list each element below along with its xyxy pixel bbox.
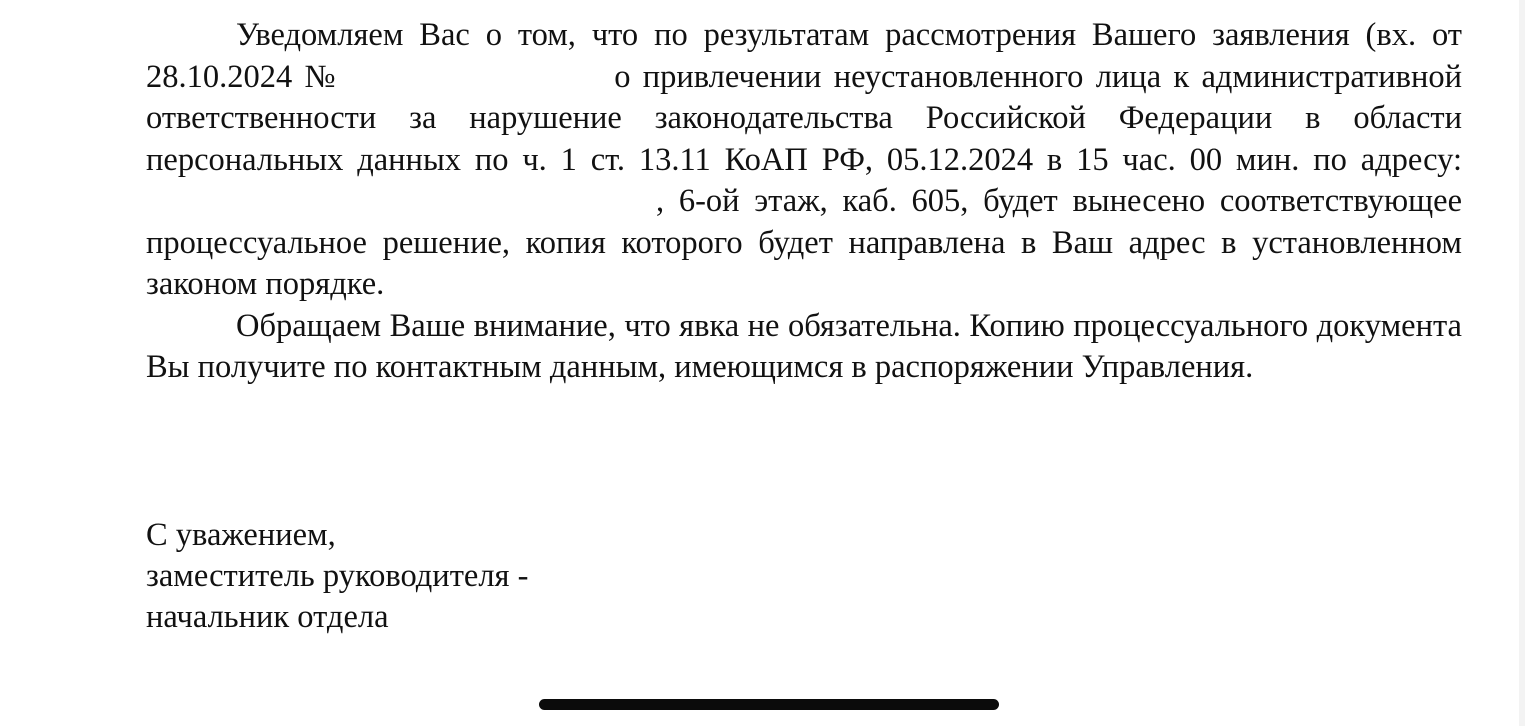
paragraph-notification-part1: Уведомляем Вас о том, что по результатам рассмотрения Вашего заявления (вх. от 28.10.2024 № [146,17,1462,95]
paragraph-attention: Обращаем Ваше внимание, что явка не обязательна. Копию процессуального документа Вы получите по контактным данным, имеющимся в распоряжении Управления. [146,307,1462,385]
redacted-address [146,186,656,216]
signature-position-line1: заместитель руководителя - [146,558,529,594]
signature-block [146,515,528,638]
redacted-registration-number [352,62,602,92]
signature-position-line2: начальник отдела [146,599,389,635]
signature-closing: С уважением, [146,517,336,553]
paragraph-notification-part2: о привлечении неустановленного лица к административной ответственности за нарушение законодательства Российской Федерации в области персональных данных по ч. 1 ст. 13.11 КоАП РФ, 05.12.2024 в 15 час. 00 мин. по адресу: [146,58,1462,178]
paragraph-notification [146,15,1462,306]
paragraph-notification-part3: , 6-ой этаж, каб. 605, будет вынесено соответствующее процессуальное решение, копия которого будет направлена в Ваш адрес в установленном законом порядке. [146,183,1462,302]
home-indicator-bar[interactable] [539,699,999,710]
letter-body [146,15,1462,389]
page-edge-shadow [1519,0,1525,726]
